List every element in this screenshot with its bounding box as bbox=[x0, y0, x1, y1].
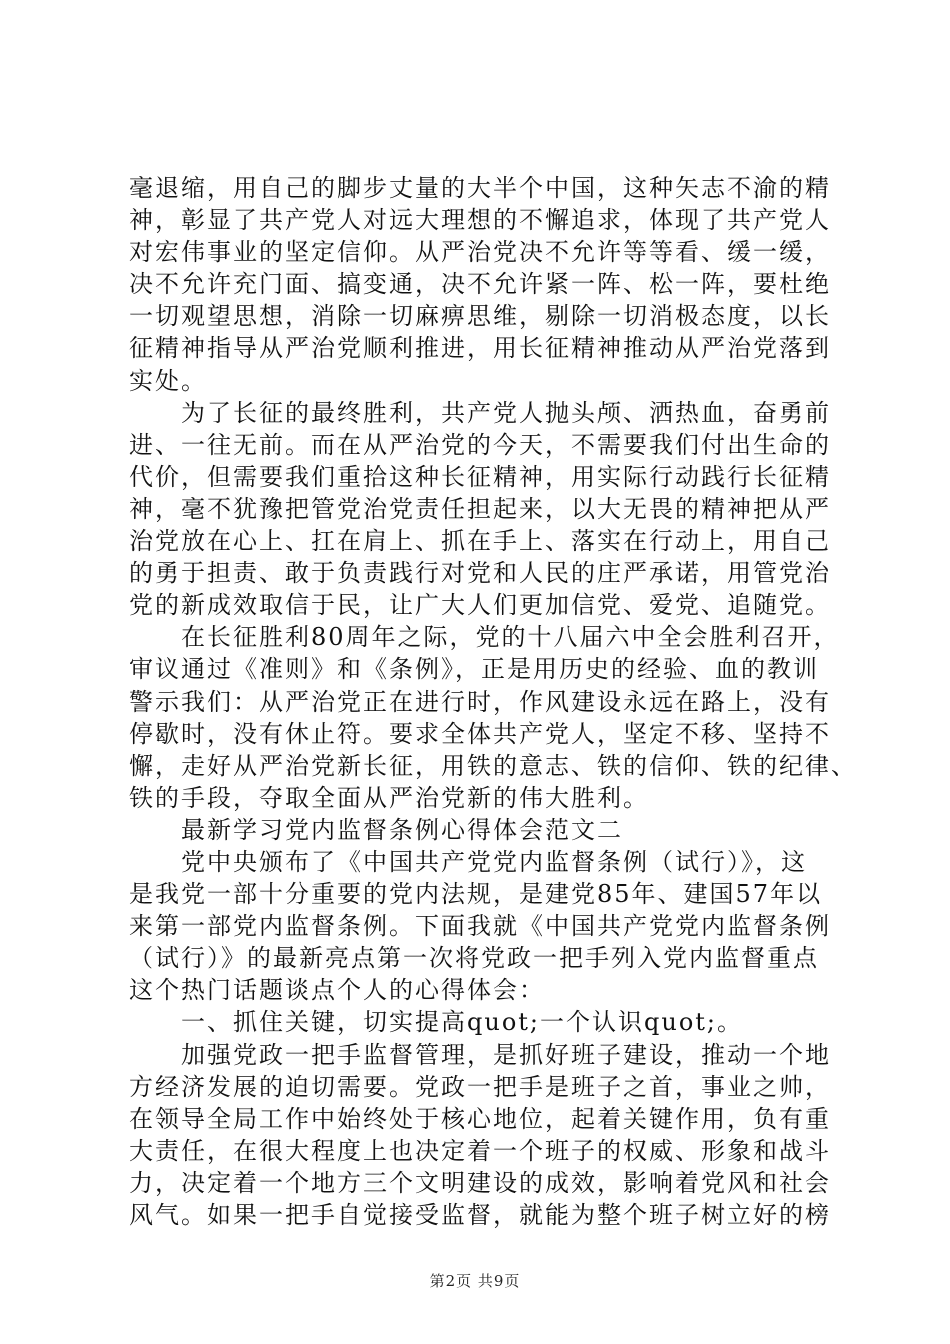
text-line: 一切观望思想，消除一切麻痹思维，剔除一切消极态度，以长 bbox=[129, 302, 831, 331]
text-line: 征精神指导从严治党顺利推进，用长征精神推动从严治党落到 bbox=[129, 334, 831, 363]
text-line: 代价，但需要我们重拾这种长征精神，用实际行动践行长征精 bbox=[129, 462, 831, 491]
text-line: 方经济发展的迫切需要。党政一把手是班子之首，事业之帅， bbox=[129, 1072, 831, 1101]
text-line: 是我党一部十分重要的党内法规，是建党85年、建国57年以 bbox=[129, 880, 823, 909]
text-line: 神，彰显了共产党人对远大理想的不懈追求，体现了共产党人 bbox=[129, 206, 831, 235]
text-line: 警示我们：从严治党正在进行时，作风建设永远在路上，没有 bbox=[129, 687, 831, 716]
text-line: 来第一部党内监督条例。下面我就《中国共产党党内监督条例 bbox=[129, 912, 831, 941]
text-line: 停歇时，没有休止符。要求全体共产党人，坚定不移、坚持不 bbox=[129, 719, 831, 748]
page-footer: 第2页 共9页 bbox=[429, 1272, 521, 1290]
text-line: 铁的手段，夺取全面从严治党新的伟大胜利。 bbox=[129, 783, 649, 812]
text-line: 审议通过《准则》和《条例》，正是用历史的经验、血的教训 bbox=[129, 655, 819, 684]
text-line: 大责任，在很大程度上也决定着一个班子的权威、形象和战斗 bbox=[129, 1136, 831, 1165]
text-line: 风气。如果一把手自觉接受监督，就能为整个班子树立好的榜 bbox=[129, 1201, 831, 1229]
text-line: 实处。 bbox=[129, 366, 207, 395]
text-line: 毫退缩，用自己的脚步丈量的大半个中国，这种矢志不渝的精 bbox=[129, 174, 831, 202]
text-line: 对宏伟事业的坚定信仰。从严治党决不允许等等看、缓一缓， bbox=[129, 238, 831, 267]
text-line: 在领导全局工作中始终处于核心地位，起着关键作用，负有重 bbox=[129, 1104, 831, 1133]
section-heading: 最新学习党内监督条例心得体会范文二 bbox=[129, 815, 623, 844]
text-line: 在长征胜利80周年之际，党的十八届六中全会胜利召开， bbox=[129, 623, 840, 652]
text-line: 党的新成效取信于民，让广大人们更加信党、爱党、追随党。 bbox=[129, 591, 831, 620]
text-line: 治党放在心上、扛在肩上、抓在手上、落实在行动上，用自己 bbox=[129, 527, 831, 556]
text-line: 进、一往无前。而在从严治党的今天，不需要我们付出生命的 bbox=[129, 430, 831, 459]
subsection-heading: 一、抓住关键，切实提高quot;一个认识quot;。 bbox=[129, 1008, 743, 1037]
text-line: 神，毫不犹豫把管党治党责任担起来，以大无畏的精神把从严 bbox=[129, 494, 831, 523]
text-line: 的勇于担责、敢于负责践行对党和人民的庄严承诺，用管党治 bbox=[129, 559, 831, 588]
document-body bbox=[129, 172, 857, 1231]
text-line: 力，决定着一个地方三个文明建设的成效，影响着党风和社会 bbox=[129, 1168, 831, 1197]
text-line: 决不允许充门面、搞变通，决不允许紧一阵、松一阵，要杜绝 bbox=[129, 270, 831, 299]
text-line: 懈，走好从严治党新长征，用铁的意志、铁的信仰、铁的纪律、 bbox=[129, 751, 857, 780]
text-line: 加强党政一把手监督管理，是抓好班子建设，推动一个地 bbox=[129, 1040, 831, 1069]
text-line: 这个热门话题谈点个人的心得体会： bbox=[129, 976, 545, 1005]
text-line: （试行）》的最新亮点第一次将党政一把手列入党内监督重点 bbox=[129, 944, 819, 973]
text-line: 党中央颁布了《中国共产党党内监督条例（试行）》，这 bbox=[129, 847, 807, 876]
text-line: 为了长征的最终胜利，共产党人抛头颅、洒热血，奋勇前 bbox=[129, 398, 831, 427]
